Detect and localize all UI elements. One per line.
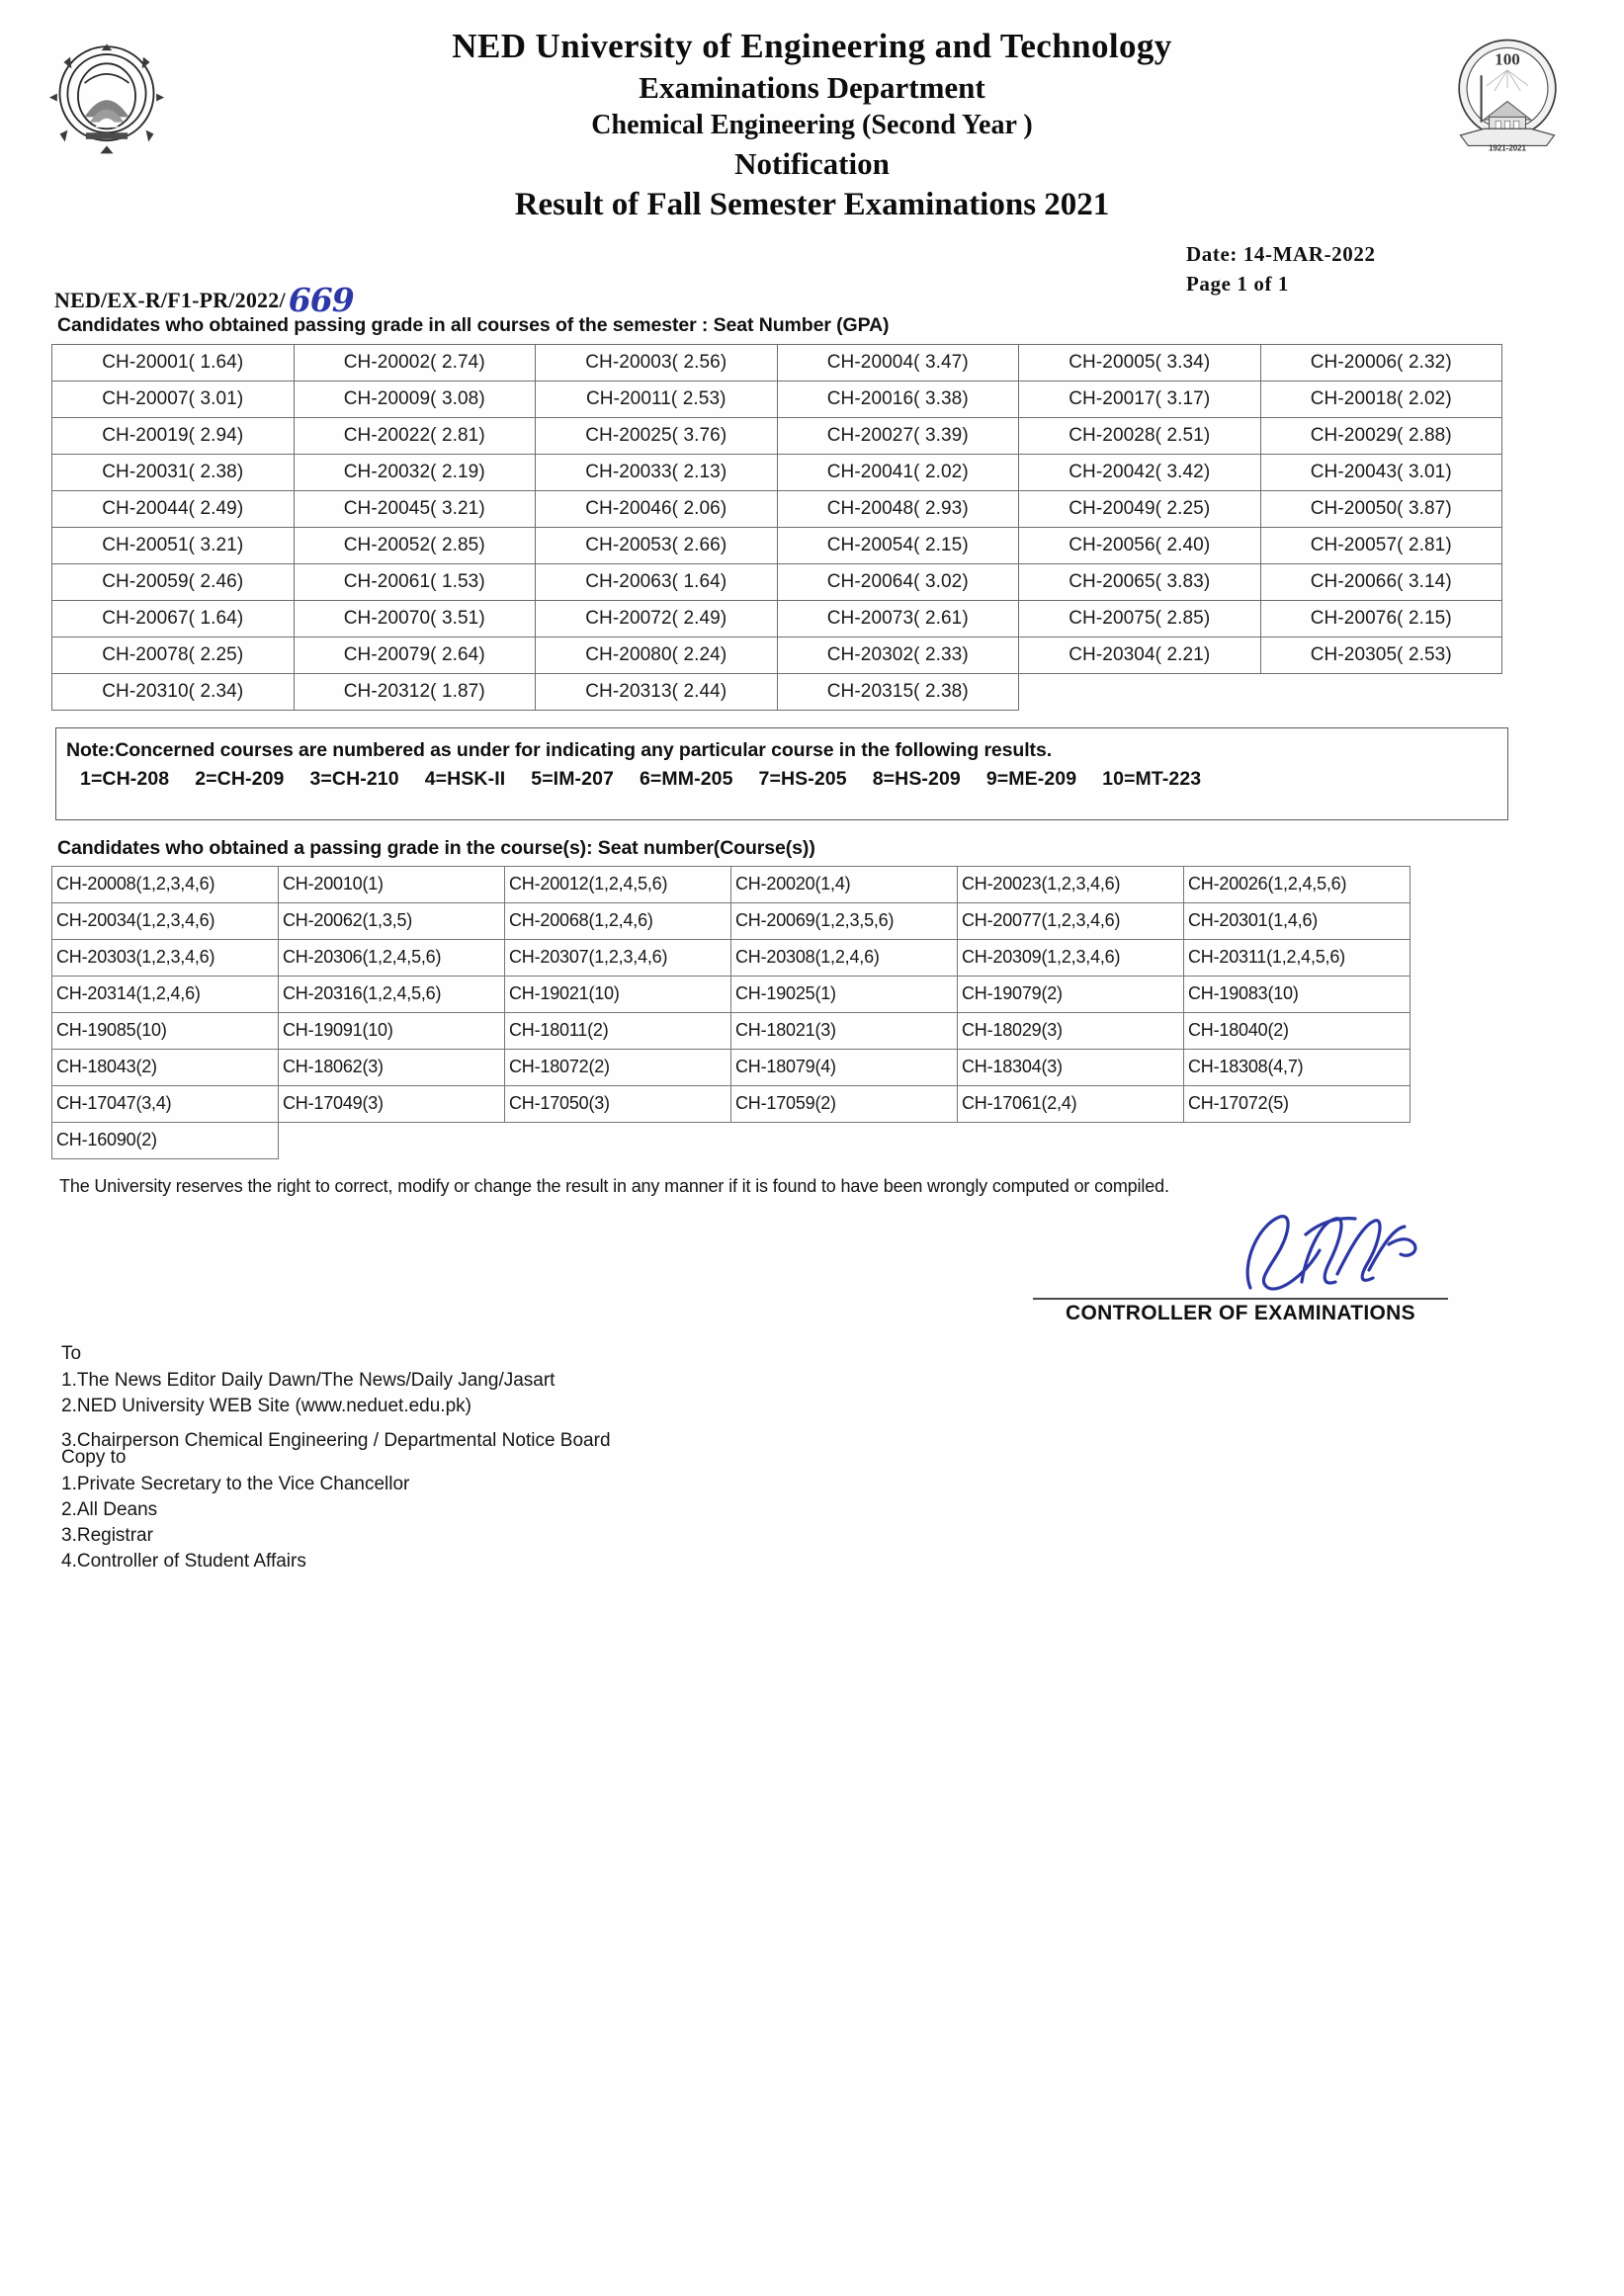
gpa-cell: CH-20051( 3.21) [52, 528, 295, 564]
distribution-to-item: 1.The News Editor Daily Dawn/The News/Daily Jang/Jasart [61, 1369, 556, 1391]
gpa-cell: CH-20305( 2.53) [1260, 638, 1502, 674]
gpa-results-table [51, 344, 1502, 711]
gpa-cell: CH-20064( 3.02) [777, 564, 1019, 601]
course-cell: CH-20069(1,2,3,5,6) [731, 902, 958, 939]
courses-results-table [51, 866, 1410, 1159]
gpa-cell: CH-20027( 3.39) [777, 418, 1019, 455]
gpa-cell: CH-20072( 2.49) [536, 601, 778, 638]
table-row [52, 939, 1410, 976]
gpa-cell: CH-20073( 2.61) [777, 601, 1019, 638]
university-centenary-seal-icon [1438, 26, 1577, 156]
gpa-cell: CH-20017( 3.17) [1019, 382, 1261, 418]
course-cell: CH-20311(1,2,4,5,6) [1184, 939, 1410, 976]
gpa-cell: CH-20054( 2.15) [777, 528, 1019, 564]
course-cell: CH-18072(2) [505, 1049, 731, 1085]
course-cell: CH-19079(2) [958, 976, 1184, 1012]
gpa-cell: CH-20003( 2.56) [536, 345, 778, 382]
course-legend-item: 5=IM-207 [531, 767, 614, 790]
distribution-list [61, 1341, 1624, 1574]
table-row [52, 455, 1502, 491]
gpa-cell: CH-20304( 2.21) [1019, 638, 1261, 674]
table-row [52, 345, 1502, 382]
gpa-cell: CH-20018( 2.02) [1260, 382, 1502, 418]
department-name: Examinations Department [639, 69, 985, 105]
empty-cell [1260, 674, 1502, 711]
reference-number [54, 277, 354, 319]
distribution-copy-item: 1.Private Secretary to the Vice Chancellor [61, 1474, 410, 1495]
table-row [52, 564, 1502, 601]
table-row [52, 976, 1410, 1012]
course-legend-item: 4=HSK-II [424, 767, 506, 790]
gpa-cell: CH-20033( 2.13) [536, 455, 778, 491]
gpa-cell: CH-20009( 3.08) [294, 382, 536, 418]
gpa-cell: CH-20046( 2.06) [536, 491, 778, 528]
gpa-cell: CH-20041( 2.02) [777, 455, 1019, 491]
course-cell: CH-17061(2,4) [958, 1085, 1184, 1122]
distribution-copy-item: 4.Controller of Student Affairs [61, 1550, 306, 1572]
distribution-to-label: To [61, 1342, 82, 1364]
gpa-section-caption: Candidates who obtained passing grade in all courses of the semester : Seat Number (GPA) [57, 314, 890, 336]
course-cell: CH-20301(1,4,6) [1184, 902, 1410, 939]
course-cell: CH-20012(1,2,4,5,6) [505, 866, 731, 902]
date-page-block [1186, 239, 1376, 299]
gpa-cell: CH-20043( 3.01) [1260, 455, 1502, 491]
course-cell: CH-16090(2) [52, 1122, 279, 1158]
course-cell: CH-17059(2) [731, 1085, 958, 1122]
distribution-copy-item: 2.All Deans [61, 1499, 158, 1521]
gpa-cell: CH-20076( 2.15) [1260, 601, 1502, 638]
table-row [52, 528, 1502, 564]
table-row [52, 638, 1502, 674]
gpa-cell: CH-20045( 3.21) [294, 491, 536, 528]
university-crest-gear-icon [38, 26, 176, 156]
course-cell: CH-18079(4) [731, 1049, 958, 1085]
courses-table-wrap [51, 866, 1624, 1159]
page-number: Page 1 of 1 [1186, 272, 1289, 297]
university-name: NED University of Engineering and Technology [452, 27, 1172, 65]
gpa-cell: CH-20067( 1.64) [52, 601, 295, 638]
gpa-cell: CH-20006( 2.32) [1260, 345, 1502, 382]
gpa-cell: CH-20044( 2.49) [52, 491, 295, 528]
table-row [52, 418, 1502, 455]
gpa-cell: CH-20048( 2.93) [777, 491, 1019, 528]
gpa-cell: CH-20070( 3.51) [294, 601, 536, 638]
course-cell: CH-20034(1,2,3,4,6) [52, 902, 279, 939]
table-row [52, 1049, 1410, 1085]
gpa-cell: CH-20001( 1.64) [52, 345, 295, 382]
gpa-cell: CH-20052( 2.85) [294, 528, 536, 564]
handwritten-signature-icon [1211, 1205, 1438, 1292]
course-legend-item: 2=CH-209 [195, 767, 285, 790]
gpa-cell: CH-20042( 3.42) [1019, 455, 1261, 491]
course-cell: CH-18304(3) [958, 1049, 1184, 1085]
signature-title: CONTROLLER OF EXAMINATIONS [1066, 1301, 1415, 1324]
gpa-cell: CH-20063( 1.64) [536, 564, 778, 601]
reference-date-row [0, 242, 1624, 319]
course-cell: CH-20008(1,2,3,4,6) [52, 866, 279, 902]
gpa-cell: CH-20061( 1.53) [294, 564, 536, 601]
gpa-cell: CH-20313( 2.44) [536, 674, 778, 711]
table-row [52, 1085, 1410, 1122]
gpa-cell: CH-20005( 3.34) [1019, 345, 1261, 382]
distribution-overlap-block [61, 1428, 1624, 1472]
gpa-cell: CH-20053( 2.66) [536, 528, 778, 564]
course-legend-item: 6=MM-205 [639, 767, 733, 790]
table-row [52, 491, 1502, 528]
signature-area [0, 1203, 1624, 1341]
empty-cell [1019, 674, 1261, 711]
signature-rule [1033, 1298, 1448, 1300]
course-cell: CH-17072(5) [1184, 1085, 1410, 1122]
course-cell: CH-20306(1,2,4,5,6) [279, 939, 505, 976]
table-row [52, 1122, 1410, 1158]
course-cell: CH-20314(1,2,4,6) [52, 976, 279, 1012]
gpa-cell: CH-20032( 2.19) [294, 455, 536, 491]
course-cell: CH-19085(10) [52, 1012, 279, 1049]
program-name: Chemical Engineering (Second Year ) [591, 110, 1033, 141]
gpa-cell: CH-20049( 2.25) [1019, 491, 1261, 528]
gpa-cell: CH-20066( 3.14) [1260, 564, 1502, 601]
course-code-legend [80, 765, 1507, 794]
gpa-cell: CH-20057( 2.81) [1260, 528, 1502, 564]
gpa-cell: CH-20065( 3.83) [1019, 564, 1261, 601]
course-cell: CH-18021(3) [731, 1012, 958, 1049]
reference-number-handwritten: 669 [288, 281, 354, 319]
table-row [52, 866, 1410, 902]
document-subject: Result of Fall Semester Examinations 2021 [514, 186, 1110, 222]
table-row [52, 674, 1502, 711]
gpa-cell: CH-20004( 3.47) [777, 345, 1019, 382]
gpa-cell: CH-20022( 2.81) [294, 418, 536, 455]
course-legend-item: 3=CH-210 [309, 767, 399, 790]
course-cell: CH-20307(1,2,3,4,6) [505, 939, 731, 976]
course-cell: CH-20026(1,2,4,5,6) [1184, 866, 1410, 902]
table-row [52, 601, 1502, 638]
course-legend-item: 10=MT-223 [1102, 767, 1202, 790]
distribution-to-item: 2.NED University WEB Site (www.neduet.edu.pk) [61, 1395, 471, 1416]
gpa-cell: CH-20028( 2.51) [1019, 418, 1261, 455]
distribution-copy-label: Copy to [61, 1447, 127, 1469]
reference-number-prefix: NED/EX-R/F1-PR/2022/ [54, 288, 286, 312]
header-title-block [0, 26, 1624, 226]
course-cell: CH-20068(1,2,4,6) [505, 902, 731, 939]
distribution-spacer [61, 1418, 1624, 1428]
course-numbering-note [55, 727, 1508, 820]
gpa-cell: CH-20056( 2.40) [1019, 528, 1261, 564]
gpa-cell: CH-20029( 2.88) [1260, 418, 1502, 455]
gpa-table-wrap [51, 344, 1624, 711]
gpa-cell: CH-20302( 2.33) [777, 638, 1019, 674]
empty-cell [279, 1122, 505, 1158]
gpa-cell: CH-20080( 2.24) [536, 638, 778, 674]
gpa-cell: CH-20079( 2.64) [294, 638, 536, 674]
gpa-cell: CH-20025( 3.76) [536, 418, 778, 455]
course-cell: CH-20309(1,2,3,4,6) [958, 939, 1184, 976]
disclaimer-text: The University reserves the right to correct, modify or change the result in any manner if it is found to have been wrongly computed or compiled. [59, 1175, 1169, 1196]
gpa-cell: CH-20007( 3.01) [52, 382, 295, 418]
gpa-cell: CH-20011( 2.53) [536, 382, 778, 418]
course-cell: CH-18029(3) [958, 1012, 1184, 1049]
empty-cell [505, 1122, 731, 1158]
course-cell: CH-18011(2) [505, 1012, 731, 1049]
document-type: Notification [734, 145, 890, 181]
gpa-cell: CH-20059( 2.46) [52, 564, 295, 601]
distribution-to-item: 3.Chairperson Chemical Engineering / Departmental Notice Board [61, 1430, 611, 1452]
page-header [0, 0, 1624, 253]
gpa-cell: CH-20310( 2.34) [52, 674, 295, 711]
gpa-cell: CH-20075( 2.85) [1019, 601, 1261, 638]
course-cell: CH-20023(1,2,3,4,6) [958, 866, 1184, 902]
courses-section-caption: Candidates who obtained a passing grade in the course(s): Seat number(Course(s)) [57, 836, 815, 859]
table-row [52, 382, 1502, 418]
svg-text:100: 100 [1495, 49, 1520, 69]
gpa-cell: CH-20312( 1.87) [294, 674, 536, 711]
course-cell: CH-17050(3) [505, 1085, 731, 1122]
course-cell: CH-20010(1) [279, 866, 505, 902]
course-cell: CH-20062(1,3,5) [279, 902, 505, 939]
gpa-cell: CH-20078( 2.25) [52, 638, 295, 674]
svg-text:1921-2021: 1921-2021 [1489, 143, 1526, 153]
course-cell: CH-20020(1,4) [731, 866, 958, 902]
course-cell: CH-17047(3,4) [52, 1085, 279, 1122]
empty-cell [731, 1122, 958, 1158]
gpa-cell: CH-20031( 2.38) [52, 455, 295, 491]
course-cell: CH-20303(1,2,3,4,6) [52, 939, 279, 976]
distribution-copy-item: 3.Registrar [61, 1525, 153, 1547]
note-text: Note:Concerned courses are numbered as under for indicating any particular course in the following results. [66, 739, 1053, 761]
course-legend-item: 7=HS-205 [758, 767, 847, 790]
issue-date: Date: 14-MAR-2022 [1186, 242, 1376, 266]
gpa-cell: CH-20016( 3.38) [777, 382, 1019, 418]
course-cell: CH-18062(3) [279, 1049, 505, 1085]
empty-cell [958, 1122, 1184, 1158]
course-cell: CH-18043(2) [52, 1049, 279, 1085]
gpa-cell: CH-20050( 3.87) [1260, 491, 1502, 528]
course-cell: CH-17049(3) [279, 1085, 505, 1122]
table-row [52, 1012, 1410, 1049]
course-cell: CH-19083(10) [1184, 976, 1410, 1012]
course-cell: CH-18308(4,7) [1184, 1049, 1410, 1085]
course-cell: CH-19025(1) [731, 976, 958, 1012]
course-cell: CH-20308(1,2,4,6) [731, 939, 958, 976]
gpa-cell: CH-20315( 2.38) [777, 674, 1019, 711]
course-legend-item: 8=HS-209 [872, 767, 961, 790]
course-cell: CH-19021(10) [505, 976, 731, 1012]
empty-cell [1184, 1122, 1410, 1158]
course-cell: CH-20077(1,2,3,4,6) [958, 902, 1184, 939]
gpa-cell: CH-20019( 2.94) [52, 418, 295, 455]
course-cell: CH-19091(10) [279, 1012, 505, 1049]
course-cell: CH-20316(1,2,4,5,6) [279, 976, 505, 1012]
course-legend-item: 1=CH-208 [80, 767, 170, 790]
course-cell: CH-18040(2) [1184, 1012, 1410, 1049]
gpa-cell: CH-20002( 2.74) [294, 345, 536, 382]
course-legend-item: 9=ME-209 [985, 767, 1077, 790]
table-row [52, 902, 1410, 939]
